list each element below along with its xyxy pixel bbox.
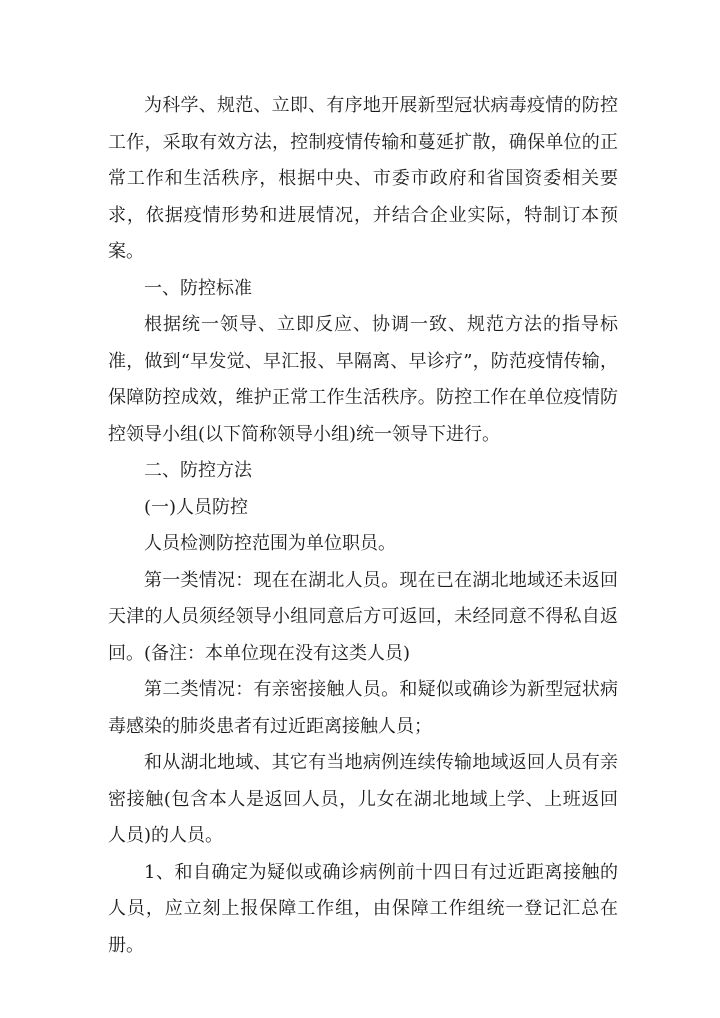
heading-prevention-methods: 二、防控方法 [144,460,252,481]
paragraph-standard: 根据统一领导、立即反应、协调一致、规范方法的指导标准，做到“早发觉、早汇报、早隔离、早诊疗”，防范疫情传输，保障防控成效，维护正常工作生活秩序。防控工作在单位疫情防控领导小组(以下简称领导小组)统一领导下进行。 [108,314,618,445]
paragraph-category-two: 第二类情况：有亲密接触人员。和疑似或确诊为新型冠状病毒感染的肺炎患者有过近距离接触人员； [108,679,618,737]
subheading-personnel-control: (一)人员防控 [144,496,249,518]
paragraph-intro: 为科学、规范、立即、有序地开展新型冠状病毒疫情的防控工作，采取有效方法，控制疫情传输和蔓延扩散，确保单位的正常工作和生活秩序，根据中央、市委市政府和省国资委相关要求，依据疫情形势和进展情况，并结合企业实际，特制订本预案。 [108,95,618,262]
document-body [108,88,618,964]
paragraph-item-one: 1、和自确定为疑似或确诊病例前十四日有过近距离接触的人员，应立刻上报保障工作组，由保障工作组统一登记汇总在册。 [108,861,618,956]
paragraph-category-one: 第一类情况：现在在湖北人员。现在已在湖北地域还未返回天津的人员须经领导小组同意后方可返回，未经同意不得私自返回。(备注：本单位现在没有这类人员) [108,569,618,664]
paragraph-scope: 人员检测防控范围为单位职员。 [144,533,396,554]
paragraph-close-contact: 和从湖北地域、其它有当地病例连续传输地域返回人员有亲密接触(包含本人是返回人员，儿女在湖北地域上学、上班返回人员)的人员。 [108,752,618,846]
heading-prevention-standard: 一、防控标准 [144,277,252,299]
